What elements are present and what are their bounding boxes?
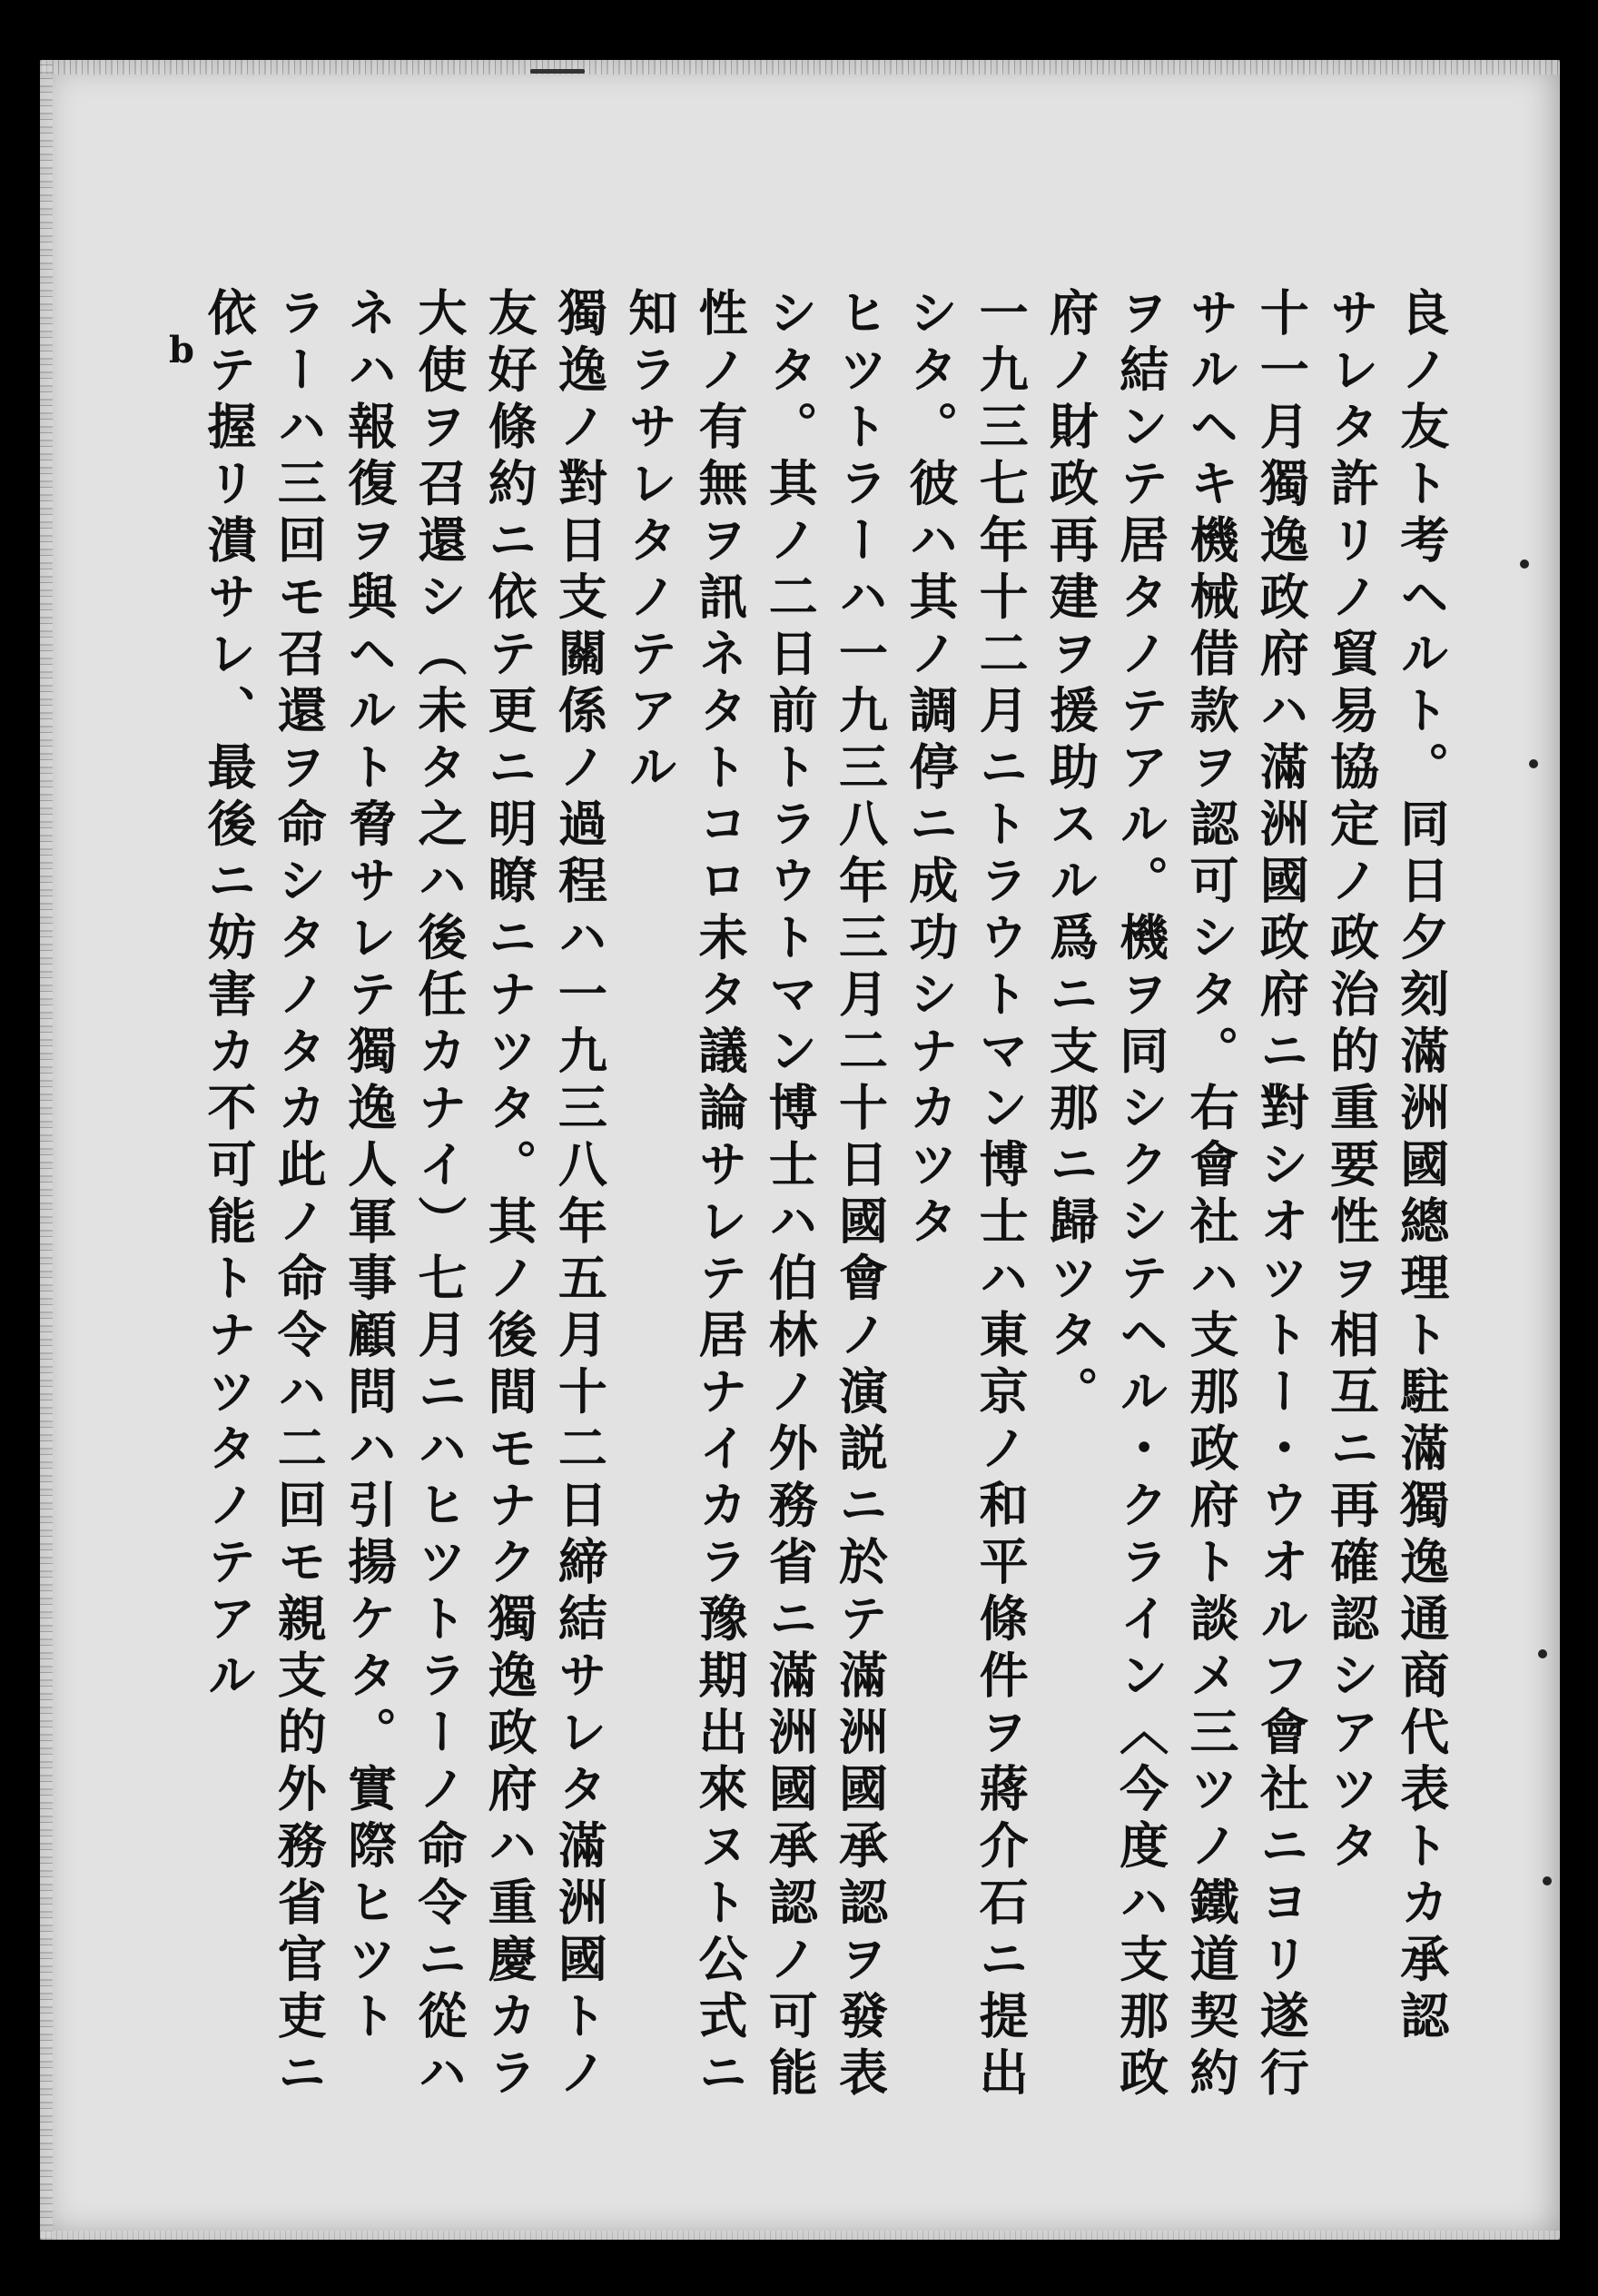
text-column-16: ネハ報復ヲ與ヘルト脅サレテ獨逸人軍事顧問ハ引揚ケタ。實際ヒツト	[340, 287, 399, 2047]
text-column-6: 府ノ財政再建ヲ援助スル爲ニ支那ニ歸ツタ。	[1041, 287, 1100, 1422]
text-column-1: 良ノ友ト考ヘルト。同日夕刻滿洲國總理ト駐滿獨逸通商代表トカ承認	[1392, 287, 1451, 2047]
ink-speck	[1529, 759, 1538, 768]
text-column-8: シタ。彼ハ其ノ調停ニ成功シナカツタ	[901, 287, 960, 1252]
text-column-4: サルヘキ機械借款ヲ認可シタ。右會社ハ支那政府ト談メ三ツノ鐵道契約	[1181, 287, 1240, 2103]
ink-speck	[1543, 1876, 1552, 1885]
margin-mark: b	[169, 329, 194, 371]
text-column-13: 獨逸ノ對日支關係ノ過程ハ一九三八年五月十二日締結サレタ滿洲國トノ	[550, 287, 609, 2103]
page-left-edge	[40, 60, 53, 2240]
text-column-11: 性ノ有無ヲ訊ネタトコロ未タ議論サレテ居ナイカラ豫期出來ヌト公式ニ	[690, 287, 749, 2103]
page-top-edge	[40, 60, 1560, 74]
text-column-10: シタ。其ノ二日前トラウトマン博士ハ伯林ノ外務省ニ滿洲國承認ノ可能	[761, 287, 820, 2103]
text-column-2: サレタ許リノ貿易協定ノ政治的重要性ヲ相互ニ再確認シアツタ	[1322, 287, 1381, 1876]
ink-speck	[1538, 1649, 1547, 1658]
text-column-7: 一九三七年十二月ニトラウトマン博士ハ東京ノ和平條件ヲ蔣介石ニ提出	[972, 287, 1031, 2103]
vertical-text-body	[194, 287, 1456, 2176]
page-mark	[530, 69, 585, 74]
text-column-3: 十一月獨逸政府ハ滿洲國政府ニ對シオツトー・ウオルフ會社ニヨリ遂行	[1252, 287, 1311, 2103]
text-column-14: 友好條約ニ依テ更ニ明瞭ニナツタ。其ノ後間モナク獨逸政府ハ重慶カラ	[480, 287, 539, 2103]
text-column-15: 大使ヲ召還シ（未タ之ハ後任カナイ）七月ニハヒツトラーノ命令ニ從ハ	[409, 287, 469, 2103]
text-column-9: ヒツトラーハ一九三八年三月二十日國會ノ演説ニ於テ滿洲國承認ヲ發表	[831, 287, 890, 2103]
text-column-12: 知ラサレタノテアル	[620, 287, 679, 798]
text-column-18: 依テ握リ潰サレ、最後ニ妨害カ不可能トナツタノテアル	[200, 287, 258, 1707]
document-page	[40, 60, 1560, 2240]
text-column-17: ラーハ三回モ召還ヲ命シタノタカ此ノ命令ハ二回モ親支的外務省官吏ニ	[270, 287, 329, 2103]
text-column-5: ヲ結ンテ居タノテアル。機ヲ同シクシテヘル・クライン〈今度ハ支那政	[1111, 287, 1170, 2103]
page-bottom-edge	[40, 2231, 1560, 2240]
ink-speck	[1520, 559, 1529, 569]
